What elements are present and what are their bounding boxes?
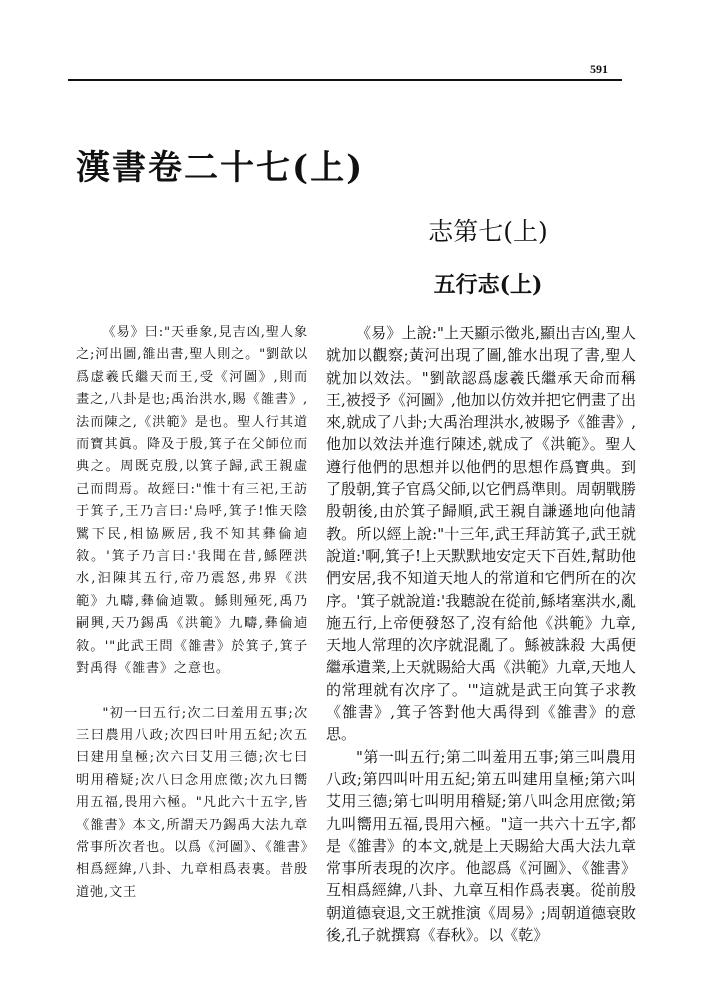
- original-text-column: [76, 322, 308, 904]
- translation-paragraph: "第一叫五行;第二叫羞用五事;第三叫農用八政;第四叫叶用五紀;第五叫建用皇極;第六叫艾用三德;第七叫明用稽疑;第八叫念用庶徵;第九叫嚮用五福,畏用六極。"這一共六十五字,都是《雒書》的本文,就是上天賜給大禹大法九章常事所表現的次序。他認爲《河圖》、《雒書》互相爲經緯,八卦、九章互相作爲表裏。從前殷朝道德衰退,文王就推演《周易》;周朝道德衰敗後,孔子就撰寫《春秋》。以《乾》: [326, 747, 636, 945]
- treatise-title: 志第七(上): [428, 217, 548, 246]
- original-paragraph: 《易》曰:"天垂象,見吉凶,聖人象之;河出圖,雒出書,聖人則之。"劉歆以爲虙羲氏繼天而王,受《河圖》,則而畫之,八卦是也;禹治洪水,賜《雒書》,法而陳之,《洪範》是也。聖人行其道而寶其眞。降及于殷,箕子在父師位而典之。周既克殷,以箕子歸,武王親虛己而問焉。故經曰:"惟十有三祀,王訪于箕子,王乃言曰:'烏呼,箕子!惟天陰騭下民,相協厥居,我不知其彝倫逌敘。'箕子乃言曰:'我聞在昔,鯀陻洪水,汩陳其五行,帝乃震怒,弗界《洪範》九疇,彝倫逌斁。鯀則殛死,禹乃嗣興,天乃錫禹《洪範》九疇,彝倫逌敘。'"此武王問《雒書》於箕子,箕子對禹得《雒書》之意也。: [76, 325, 308, 677]
- translation-paragraph: 《易》上說:"上天顯示徵兆,顯出吉凶,聖人就加以觀察;黃河出現了圖,雒水出現了書,聖人就加以效法。"劉歆認爲虙羲氏繼承天命而稱王,被授予《河圖》,他加以仿效并把它們畫了出來,就成了八卦;大禹治理洪水,被賜予《雒書》,他加以效法并進行陳述,就成了《洪範》。聖人遵行他們的思想并以他們的思想作爲寶典。到了殷朝,箕子官爲父師,以它們爲準則。周朝戰勝殷朝後,由於箕子歸順,武王親自謙遜地向他請教。所以經上說:"十三年,武王拜訪箕子,武王就說道:'啊,箕子!上天默默地安定天下百姓,幫助他們安居,我不知道天地人的常道和它們所在的次序。'箕子就說道:'我聽說在從前,鯀堵塞洪水,亂施五行,上帝便發怒了,沒有給他《洪範》九章,天地人常理的次序就混亂了。鯀被誅殺 大禹便繼承遺業,上天就賜給大禹《洪範》九章,天地人的常理就有次序了。'"這就是武王向箕子求教《雒書》,箕子答對他大禹得到《雒書》的意思。: [326, 324, 636, 744]
- volume-title: 漢書卷二十七(上): [76, 148, 365, 188]
- translation-text-column: [326, 322, 636, 946]
- original-paragraph: "初一曰五行;次二曰羞用五事;次三曰農用八政;次四曰叶用五紀;次五曰建用皇極;次六曰艾用三德;次七曰明用稽疑;次八曰念用庶徵;次九曰嚮用五福,畏用六極。"凡此六十五字,皆《雒書》本文,所謂天乃錫禹大法九章常事所次者也。以爲《河圖》、《雒書》相爲經緯,八卦、九章相爲表裏。昔殷道弛,文王: [76, 705, 308, 900]
- section-title: 五行志(上): [433, 272, 543, 298]
- page-number: 591: [590, 62, 608, 76]
- header-rule: [68, 79, 622, 81]
